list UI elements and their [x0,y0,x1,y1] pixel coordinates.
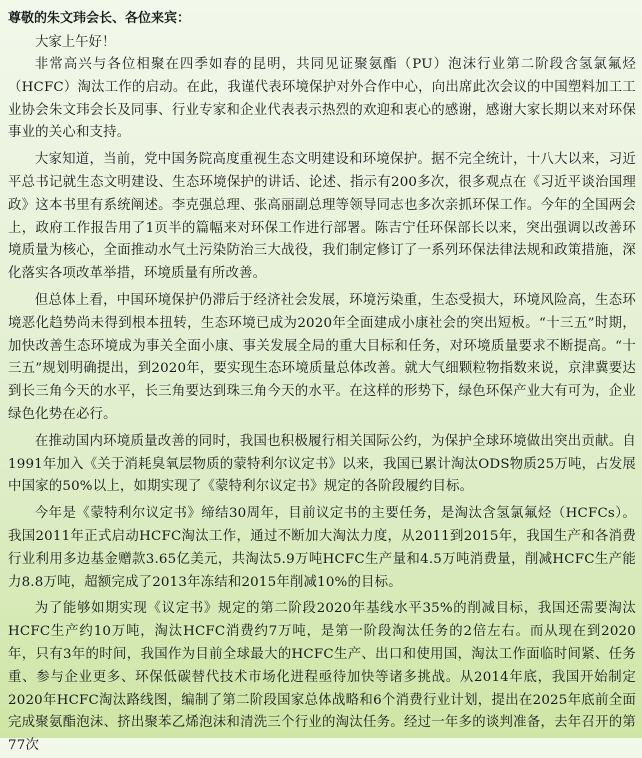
speech-greeting: 大家上午好！ [35,35,116,50]
paragraph-policy: 大家知道，当前，党中国务院高度重视生态文明建设和环境保护。据不完全统计，十八大以来，习近平总书记就生态文明建设、生态环境保护的讲话、论述、指示有200多次，很多观点在《习近平谈治国理政》这本书里有系统阐述。李克强总理、张高丽副总理等领导同志也多次亲抓环保工作。今年的全国两会上，政府工作报告用了1页半的篇幅来对环保工作进行部署。陈吉宁任环保部长以来，突出强调以改善环境质量为核心，全面推动水气土污染防治三大战役，我们制定修订了一系列环保法律法规和政策措施，深化落实各项改革举措，环境质量有所改善。 [8,152,636,282]
paragraph-hcfc-phase-two: 为了能够如期实现《议定书》规定的第二阶段2020年基线水平35%的削减目标，我国还需要淘汰HCFC生产约10万吨，淘汰HCFC消费约7万吨，是第一阶段淘汰任务的2倍左右。而从现在到2020年，只有3年的时间，我国作为目前全球最大的HCFC生产、出口和使用国，淘汰工作面临时间紧、任务重、参与企业更多、环保低碳替代技术市场化进程亟待加快等诸多挑战。从2014年底，我国开始制定2020年HCFC淘汰路线图，编制了第二阶段国家总体战略和6个消费行业计划，提出在2025年底前全面完成聚氨酯泡沫、挤出聚苯乙烯泡沫和清洗三个行业的淘汰任务。经过一年多的谈判准备，去年召开的第77次 [8,601,636,754]
paragraph-opening: 非常高兴与各位相聚在四季如春的昆明，共同见证聚氨酯（PU）泡沫行业第二阶段含氢氯氟烃（HCFC）淘汰工作的启动。在此，我谨代表环境保护对外合作中心，向出席此次会议的中国塑料加工工业协会朱文玮会长及同事、行业专家和企业代表表示热烈的欢迎和衷心的感谢，感谢大家长期以来对环保事业的关心和支持。 [8,57,636,141]
speech-salutation: 尊敬的朱文玮会长、各位来宾： [8,11,191,26]
paragraph-hcfc-phase-one: 今年是《蒙特利尔议定书》缔结30周年，目前议定书的主要任务，是淘汰含氢氯氟烃（HCFCs）。我国2011年正式启动HCFC淘汰工作，通过不断加大淘汰力度，从2011到2015年，我国生产和各消费行业利用多边基金赠款3.65亿美元，共淘汰5.9万吨HCFC生产量和4.5万吨消费量，削减HCFC生产能力8.8万吨，超额完成了2013年冻结和2015年削减10%的目标。 [8,506,636,590]
speech-page [8,8,636,754]
paragraph-challenges: 但总体上看，中国环境保护仍滞后于经济社会发展，环境污染重，生态受损大，环境风险高，生态环境恶化趋势尚未得到根本扭转，生态环境已成为2020年全面建成小康社会的突出短板。“十三五”时期，加快改善生态环境成为事关全面小康、事关发展全局的重大目标和任务，对环境质量要求不断提高。“十三五”规划明确提出，到2020年，要实现生态环境质量总体改善。就大气细颗粒物指数来说，京津冀要达到长三角今天的水平，长三角要达到珠三角今天的水平。在这样的形势下，绿色环保产业大有可为，企业绿色化势在必行。 [8,292,636,422]
paragraph-montreal-protocol: 在推动国内环境质量改善的同时，我国也积极履行相关国际公约，为保护全球环境做出突出贡献。自1991年加入《关于消耗臭氧层物质的蒙特利尔议定书》以来，我国已累计淘汰ODS物质25万吨，占发展中国家的50%以上，如期实现了《蒙特利尔议定书》规定的各阶段履约目标。 [8,433,636,495]
